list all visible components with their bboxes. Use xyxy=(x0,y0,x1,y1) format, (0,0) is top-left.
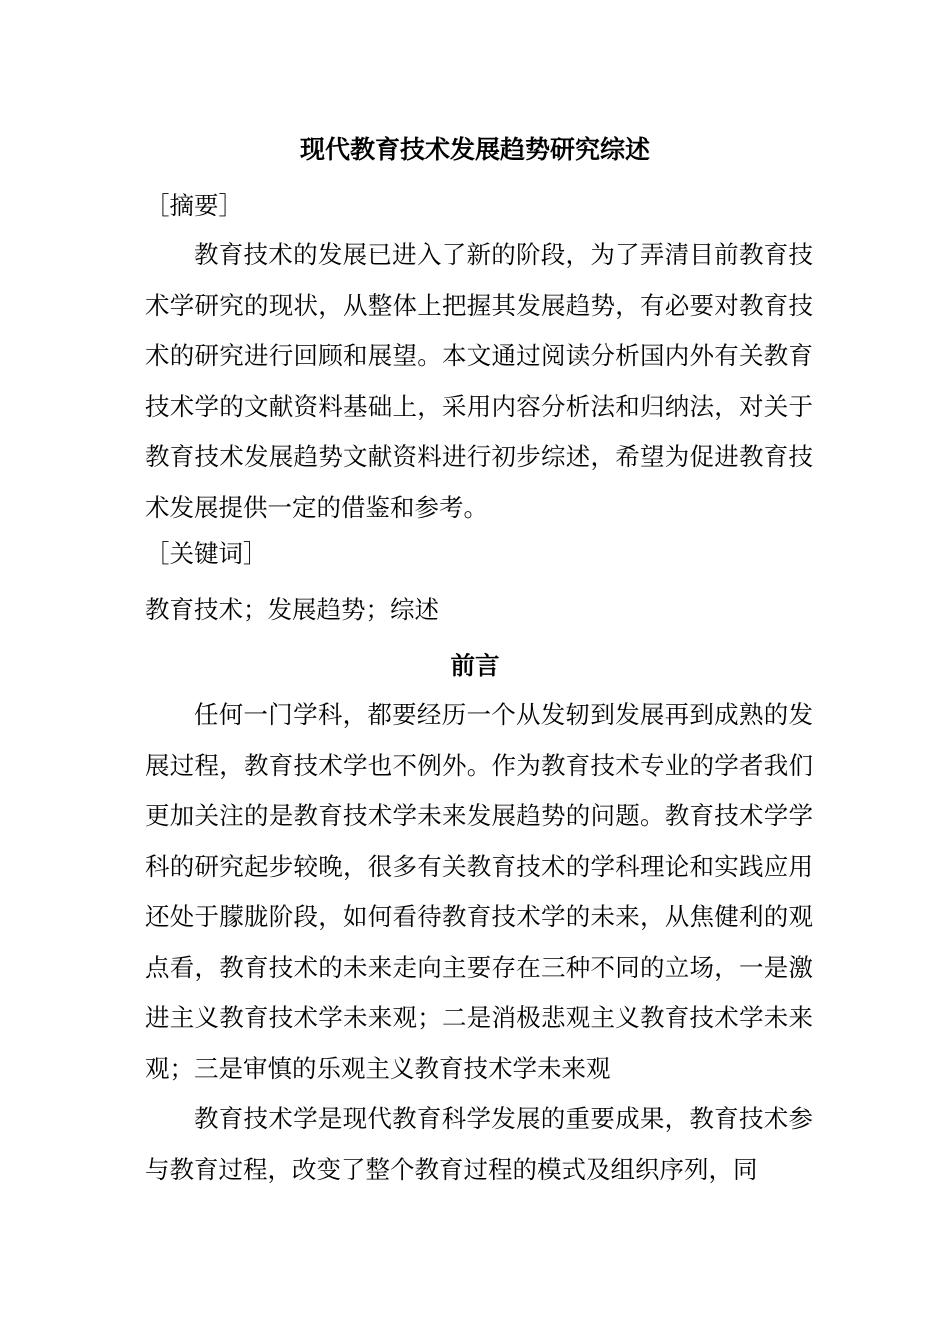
document-title: 现代教育技术发展趋势研究综述 xyxy=(299,135,650,164)
preface-section xyxy=(145,690,813,1195)
abstract-section xyxy=(145,230,813,533)
abstract-label: ［摘要］ xyxy=(145,191,243,220)
preface-paragraph-1: 任何一门学科，都要经历一个从发轫到发展再到成熟的发展过程，教育技术学也不例外。作为教育技术专业的学者我们更加关注的是教育技术学未来发展趋势的问题。教育技术学学科的研究起步较晚，很多有关教育技术的学科理论和实践应用还处于朦胧阶段，如何看待教育技术学的未来，从焦健利的观点看，教育技术的未来走向主要存在三种不同的立场，一是激进主义教育技术学未来观；二是消极悲观主义教育技术学未来观；三是审慎的乐观主义教育技术学未来观 xyxy=(145,700,813,1083)
preface-paragraph-2: 教育技术学是现代教育科学发展的重要成果，教育技术参与教育过程，改变了整个教育过程的模式及组织序列，同 xyxy=(145,1104,813,1184)
keywords-text: 教育技术；发展趋势；综述 xyxy=(145,595,439,624)
abstract-paragraph: 教育技术的发展已进入了新的阶段，为了弄清目前教育技术学研究的现状，从整体上把握其发展趋势，有必要对教育技术的研究进行回顾和展望。本文通过阅读分析国内外有关教育技术学的文献资料基础上，采用内容分析法和归纳法，对关于教育技术发展趋势文献资料进行初步综述，希望为促进教育技术发展提供一定的借鉴和参考。 xyxy=(145,240,813,522)
preface-heading: 前言 xyxy=(450,651,500,680)
keywords-label: ［关键词］ xyxy=(145,539,268,568)
